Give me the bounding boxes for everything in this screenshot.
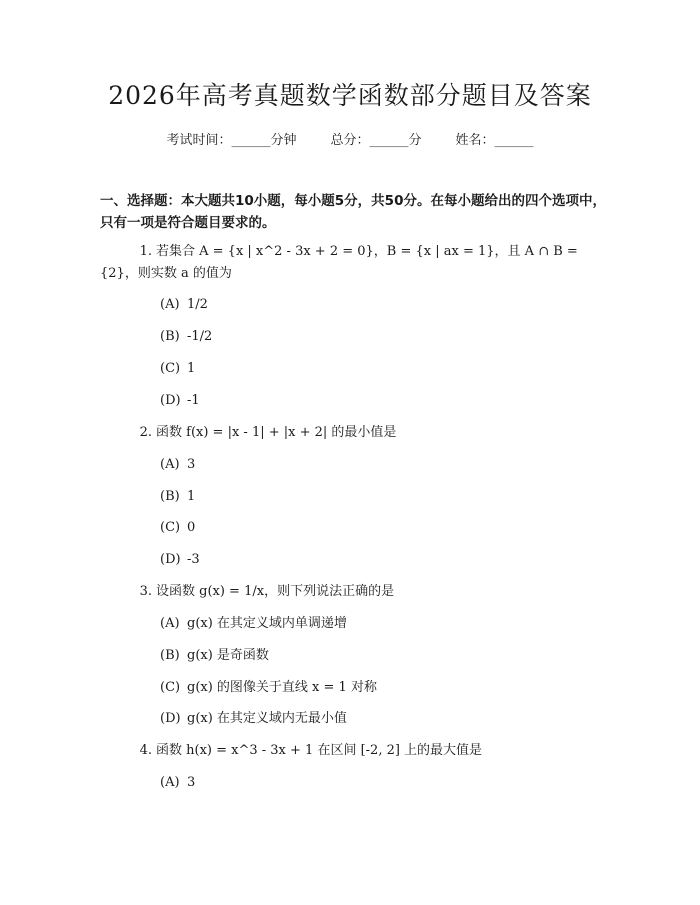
- document-title: 2026年高考真题数学函数部分题目及答案: [108, 81, 592, 110]
- question-2: [100, 422, 610, 444]
- option-label: (D): [160, 711, 181, 726]
- option-text: 3: [187, 457, 196, 472]
- question-4-option-a: [160, 773, 610, 793]
- option-label: (B): [160, 489, 180, 504]
- question-number: 4.: [139, 743, 152, 758]
- option-text: g(x) 在其定义域内无最小值: [187, 711, 347, 726]
- question-1-option-d: [160, 391, 610, 411]
- question-3-option-a: [160, 614, 610, 634]
- option-label: (C): [160, 680, 181, 695]
- option-text: -1/2: [187, 329, 213, 344]
- question-number: 2.: [139, 425, 152, 440]
- question-1: [100, 241, 610, 285]
- question-text: 设函数 g(x) = 1/x，则下列说法正确的是: [156, 584, 395, 599]
- option-label: (C): [160, 520, 181, 535]
- option-label: (A): [160, 775, 180, 790]
- question-2-option-d: [160, 550, 610, 570]
- question-number: 3.: [139, 584, 152, 599]
- option-text: 0: [187, 520, 196, 535]
- exam-meta: [0, 131, 700, 151]
- student-name: 姓名：______: [455, 133, 534, 148]
- option-label: (C): [160, 361, 181, 376]
- option-text: g(x) 的图像关于直线 x = 1 对称: [187, 680, 377, 695]
- question-number: 1.: [139, 244, 152, 259]
- option-text: 1: [187, 489, 196, 504]
- option-text: 1: [187, 361, 196, 376]
- option-label: (D): [160, 393, 181, 408]
- exam-score: 总分：______分: [330, 133, 422, 148]
- question-text: 若集合 A = {x | x^2 - 3x + 2 = 0}，B = {x | ax = 1}，且 A ∩ B = {2}，则实数 a 的值为: [100, 244, 578, 281]
- question-2-option-a: [160, 455, 610, 475]
- question-2-option-c: [160, 518, 610, 538]
- question-3-option-c: [160, 678, 610, 698]
- question-3-option-b: [160, 646, 610, 666]
- question-2-option-b: [160, 487, 610, 507]
- exam-time: 考试时间：______分钟: [166, 133, 297, 148]
- option-label: (D): [160, 552, 181, 567]
- option-text: 3: [187, 775, 196, 790]
- option-label: (A): [160, 297, 180, 312]
- option-text: -1: [187, 393, 200, 408]
- option-text: g(x) 是奇函数: [187, 648, 269, 663]
- question-text: 函数 h(x) = x^3 - 3x + 1 在区间 [-2, 2] 上的最大值是: [156, 743, 483, 758]
- question-1-option-b: [160, 327, 610, 347]
- question-1-option-a: [160, 295, 610, 315]
- option-text: -3: [187, 552, 200, 567]
- question-4: [100, 740, 610, 762]
- question-3-option-d: [160, 709, 610, 729]
- option-label: (A): [160, 616, 180, 631]
- section-header: 一、选择题：本大题共10小题，每小题5分，共50分。在每小题给出的四个选项中，只有一项是符合题目要求的。: [100, 193, 606, 231]
- question-text: 函数 f(x) = |x - 1| + |x + 2| 的最小值是: [156, 425, 397, 440]
- option-label: (A): [160, 457, 180, 472]
- option-label: (B): [160, 648, 180, 663]
- question-1-option-c: [160, 359, 610, 379]
- option-text: 1/2: [187, 297, 208, 312]
- question-3: [100, 581, 610, 603]
- option-label: (B): [160, 329, 180, 344]
- option-text: g(x) 在其定义域内单调递增: [187, 616, 347, 631]
